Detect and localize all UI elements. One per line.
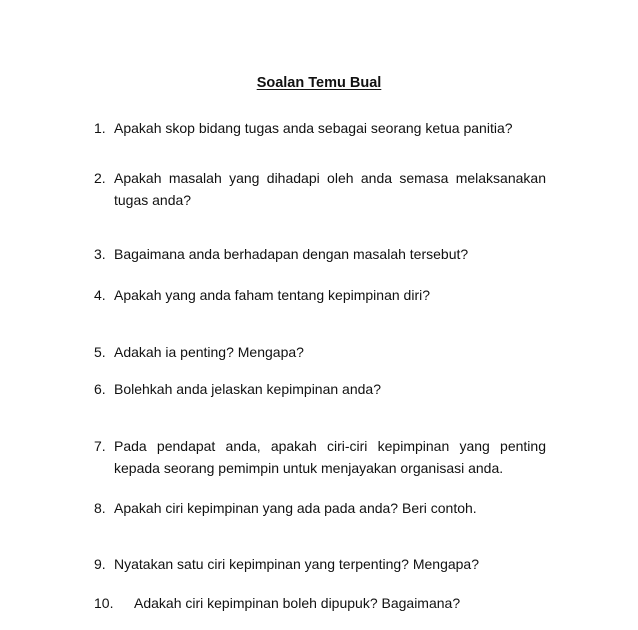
question-text: Adakah ciri kepimpinan boleh dipupuk? Bagaimana? [134, 595, 461, 611]
question-text: Apakah yang anda faham tentang kepimpinan diri? [114, 287, 430, 303]
question-text: Bolehkah anda jelaskan kepimpinan anda? [114, 381, 381, 397]
question-item-3 [94, 243, 546, 265]
question-text: Adakah ia penting? Mengapa? [114, 344, 304, 360]
question-text: Apakah masalah yang dihadapi oleh anda semasa melaksanakan tugas anda? [114, 170, 546, 208]
question-item-8 [94, 497, 546, 519]
question-number: 1. [94, 120, 106, 136]
document-title: Soalan Temu Bual [256, 75, 382, 91]
question-number: 5. [94, 344, 106, 360]
question-text: Apakah skop bidang tugas anda sebagai seorang ketua panitia? [114, 120, 513, 136]
question-number: 10. [94, 595, 114, 611]
question-text: Nyatakan satu ciri kepimpinan yang terpenting? Mengapa? [114, 556, 480, 572]
question-number: 4. [94, 287, 106, 303]
question-item-4 [94, 284, 546, 306]
question-item-9 [94, 553, 546, 575]
question-number: 6. [94, 381, 106, 397]
question-item-1 [94, 117, 546, 139]
question-number: 9. [94, 556, 106, 572]
question-item-5 [94, 341, 546, 363]
question-number: 8. [94, 500, 106, 516]
question-item-6 [94, 378, 546, 400]
question-item-7 [94, 435, 546, 479]
question-text: Apakah ciri kepimpinan yang ada pada anda? Beri contoh. [114, 500, 477, 516]
question-item-2 [94, 167, 546, 211]
question-number: 2. [94, 170, 106, 186]
question-text: Bagaimana anda berhadapan dengan masalah tersebut? [114, 246, 469, 262]
question-item-10 [94, 592, 546, 614]
question-number: 7. [94, 438, 106, 454]
question-number: 3. [94, 246, 106, 262]
question-text: Pada pendapat anda, apakah ciri-ciri kepimpinan yang penting kepada seorang pemimpin untuk menjayakan organisasi anda. [114, 438, 546, 476]
